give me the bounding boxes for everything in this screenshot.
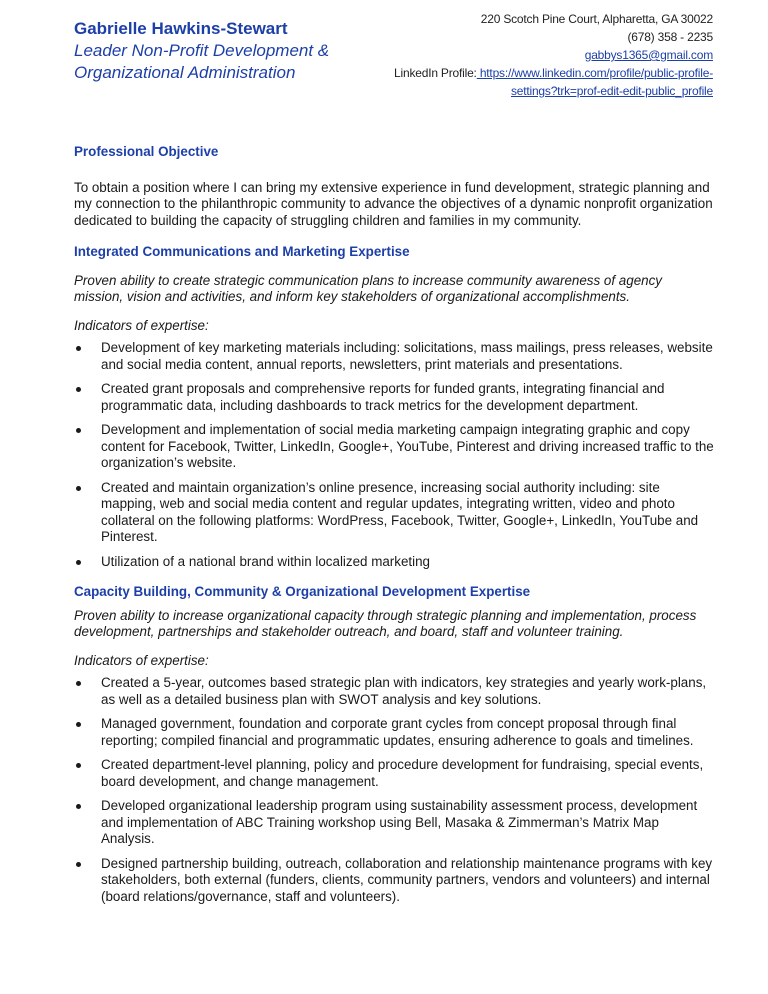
candidate-title-line-1: Leader Non-Profit Development & [74,41,330,60]
capacity-bullet-list [74,675,714,905]
linkedin-link-part-2[interactable]: settings?trk=prof-edit-edit-public_profile [510,84,713,98]
bullet-icon [76,804,81,809]
bullet-icon [76,560,81,565]
list-item: Development and implementation of social media marketing campaign integrating graphic and copy content for Facebook, Twitter, LinkedIn, Google+, YouTube, Pinterest and driving increased traffic to the organization’s website. [74,422,714,472]
list-item: Designed partnership building, outreach, collaboration and relationship maintenance programs with key stakeholders, both external (funders, clients, community partners, vendors and volunteers) and internal (board relations/governance, staff and volunteers). [74,856,714,906]
bullet-icon [76,428,81,433]
resume-body [74,144,714,913]
list-item: Managed government, foundation and corporate grant cycles from concept proposal through final reporting; compiled financial and programmatic updates, ensuring adherence to goals and timelines. [74,716,714,749]
list-item: Developed organizational leadership program using sustainability assessment process, development and implementation of ABC Training workshop using Bell, Masaka & Zimmerman’s Matrix Map Analysis. [74,798,714,848]
communications-heading: Integrated Communications and Marketing Expertise [74,244,410,259]
address: 220 Scotch Pine Court, Alpharetta, GA 30022 [480,12,713,26]
header-identity [74,18,329,84]
candidate-name: Gabrielle Hawkins-Stewart [74,19,288,38]
communications-bullet-list [74,340,714,570]
phone: (678) 358 - 2235 [627,30,713,44]
email-link[interactable]: gabbys1365@gmail.com [584,48,713,62]
bullet-icon [76,681,81,686]
list-item: Created department-level planning, policy and procedure development for fundraising, special events, board development, and change management. [74,757,714,790]
bullet-icon [76,387,81,392]
bullet-icon [76,763,81,768]
linkedin-label: LinkedIn Profile: [394,66,477,80]
list-item: Utilization of a national brand within localized marketing [74,554,714,571]
objective-text: To obtain a position where I can bring my extensive experience in fund development, strategic planning and my connection to the philanthropic community to advance the objectives of a dynamic nonprofit organization dedicated to building the capacity of struggling children and families in my community. [74,179,713,228]
contact-info [394,10,713,100]
bullet-icon [76,722,81,727]
linkedin-link-part-1[interactable]: https://www.linkedin.com/profile/public-profile- [476,66,713,80]
linkedin-row [394,64,713,82]
candidate-title-line-2: Organizational Administration [74,63,296,82]
list-item: Created grant proposals and comprehensive reports for funded grants, integrating financial and programmatic data, including dashboards to track metrics for the development department. [74,381,714,414]
bullet-icon [76,862,81,867]
capacity-heading: Capacity Building, Community & Organizational Development Expertise [74,584,531,599]
bullet-icon [76,346,81,351]
communications-indicators-label: Indicators of expertise: [74,317,209,333]
objective-heading: Professional Objective [74,144,219,159]
capacity-summary: Proven ability to increase organizational capacity through strategic planning and implementation, process development, partnerships and stakeholder outreach, and board, staff and volunteer training. [74,607,697,639]
capacity-indicators-label: Indicators of expertise: [74,652,209,668]
communications-summary: Proven ability to create strategic communication plans to increase community awareness of agency mission, vision and activities, and inform key stakeholders of organizational accomplishments. [74,272,662,304]
list-item: Development of key marketing materials including: solicitations, mass mailings, press releases, website and social media content, annual reports, newsletters, print materials and presentations. [74,340,714,373]
bullet-icon [76,486,81,491]
list-item: Created and maintain organization’s online presence, increasing social authority including: site mapping, web and social media content and regular updates, integrating written, video and photo collateral on the following platforms: WordPress, Facebook, Twitter, Google+, LinkedIn, YouTube and Pinterest. [74,480,714,546]
list-item: Created a 5-year, outcomes based strategic plan with indicators, key strategies and yearly work-plans, as well as a detailed business plan with SWOT analysis and key solutions. [74,675,714,708]
